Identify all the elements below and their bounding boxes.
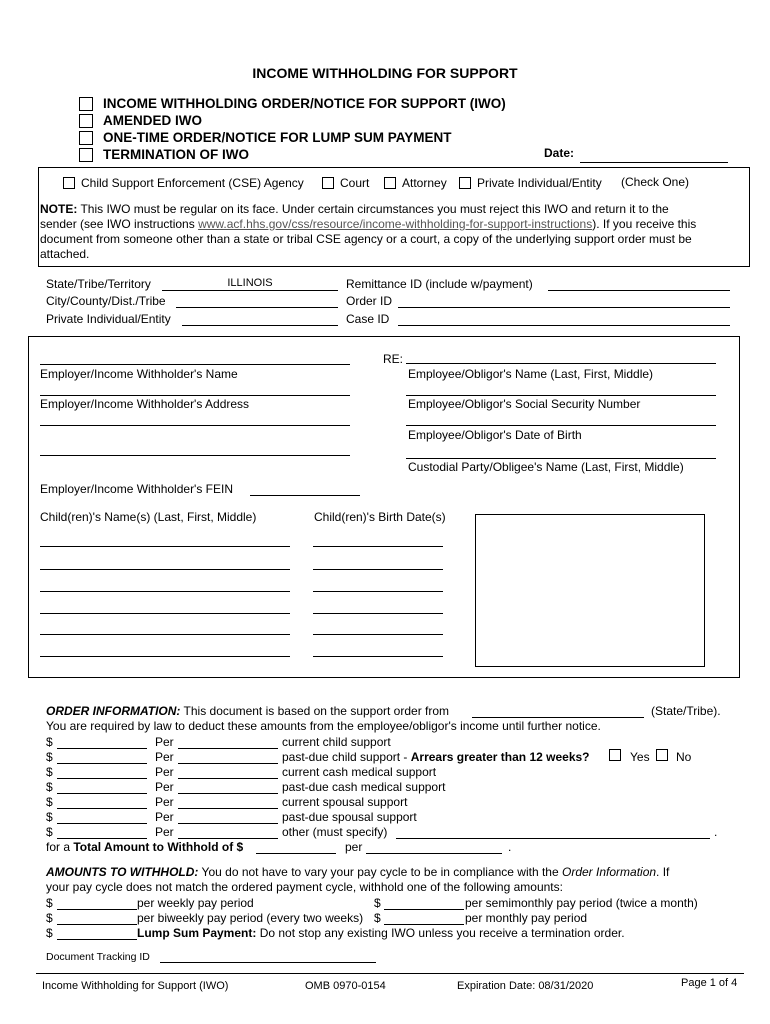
employee-dob-label: Employee/Obligor's Date of Birth [408, 428, 582, 442]
termination-checkbox[interactable] [79, 148, 93, 162]
note-label: NOTE: [40, 202, 78, 216]
total-amount-label: Total Amount to Withhold [73, 840, 219, 854]
cse-agency-label: Child Support Enforcement (CSE) Agency [81, 176, 304, 190]
total-period-field[interactable] [366, 839, 502, 854]
footer-page-number: Page 1 of 4 [681, 977, 738, 989]
state-tribe-label: (State/Tribe). [651, 704, 721, 718]
amounts-text-1b: . If [656, 865, 670, 879]
order-state-tribe-field[interactable] [472, 703, 644, 718]
amended-iwo-label: AMENDED IWO [103, 113, 202, 128]
child-name-field[interactable] [40, 642, 290, 657]
arrears-yes-label: Yes [630, 750, 650, 764]
past-due-child-support-label: past-due child support - [282, 750, 411, 764]
attorney-label: Attorney [402, 176, 447, 190]
child-dob-field[interactable] [313, 642, 443, 657]
cse-agency-checkbox[interactable] [63, 177, 75, 189]
child-dob-field[interactable] [313, 532, 443, 547]
custodial-party-field[interactable] [406, 444, 716, 459]
total-amount-field[interactable] [256, 839, 336, 854]
employer-name-field[interactable] [40, 350, 350, 365]
current-cash-medical-period[interactable] [178, 764, 278, 779]
note-line-4: attached. [40, 247, 90, 261]
order-info-heading: ORDER INFORMATION: [46, 704, 181, 718]
private-entity-label: Private Individual/Entity [477, 176, 602, 190]
private-id-label: Private Individual/Entity [46, 312, 171, 326]
past-due-cash-medical-period[interactable] [178, 779, 278, 794]
other-specify-field[interactable] [396, 824, 710, 839]
per-label: Per [155, 825, 174, 839]
past-due-spousal-label: past-due spousal support [282, 810, 417, 824]
total-period-mark: . [508, 840, 512, 854]
children-info-box[interactable] [475, 514, 705, 667]
per-label: Per [155, 750, 174, 764]
lump-sum-line [137, 926, 625, 940]
dollar-sign: $ [46, 810, 53, 824]
city-field[interactable] [176, 293, 338, 308]
past-due-child-support-amount[interactable] [57, 749, 147, 764]
footer-expiration: Expiration Date: 08/31/2020 [457, 980, 594, 992]
child-dob-field[interactable] [313, 577, 443, 592]
dollar-sign: $ [46, 795, 53, 809]
employer-fein-label: Employer/Income Withholder's FEIN [40, 482, 234, 496]
employer-name-label: Employer/Income Withholder's Name [40, 367, 238, 381]
iwo-label: INCOME WITHHOLDING ORDER/NOTICE FOR SUPPORT (IWO) [103, 96, 506, 111]
arrears-yes-checkbox[interactable] [609, 749, 621, 761]
footer-form-name: Income Withholding for Support (IWO) [42, 980, 229, 992]
page-title: INCOME WITHHOLDING FOR SUPPORT [252, 65, 518, 81]
date-label: Date: [544, 146, 575, 160]
re-label: RE: [383, 352, 404, 366]
children-dob-label: Child(ren)'s Birth Date(s) [314, 510, 446, 524]
weekly-amount-field[interactable] [57, 895, 137, 910]
note-line-3: document from someone other than a state or tribal CSE agency or a court, a copy of the underlying support order must be [40, 232, 692, 246]
total-line [46, 840, 243, 854]
employee-name-label: Employee/Obligor's Name (Last, First, Middle) [408, 367, 654, 381]
child-name-field[interactable] [40, 620, 290, 635]
court-checkbox[interactable] [322, 177, 334, 189]
past-due-child-support-period[interactable] [178, 749, 278, 764]
per-label: Per [155, 780, 174, 794]
order-info-line-1 [46, 704, 449, 718]
iwo-instructions-link[interactable]: www.acf.hhs.gov/css/resource/income-withholding-for-support-instructions [198, 217, 593, 231]
other-period[interactable] [178, 824, 278, 839]
note-text-1: This IWO must be regular on its face. Under certain circumstances you must reject this IWO and return it to the [77, 202, 669, 216]
lump-sum-label: ONE-TIME ORDER/NOTICE FOR LUMP SUM PAYMENT [103, 130, 452, 145]
dollar-sign: $ [46, 896, 53, 910]
past-due-cash-medical-amount[interactable] [57, 779, 147, 794]
current-cash-medical-amount[interactable] [57, 764, 147, 779]
weekly-label: per weekly pay period [137, 896, 254, 910]
court-label: Court [340, 176, 370, 190]
semimonthly-amount-field[interactable] [384, 895, 464, 910]
other-period-mark: . [714, 825, 718, 839]
employee-ssn-label: Employee/Obligor's Social Security Number [408, 397, 641, 411]
note-line-2 [40, 217, 696, 231]
employee-name-field[interactable] [406, 349, 716, 364]
current-spousal-label: current spousal support [282, 795, 408, 809]
dollar-sign: $ [46, 926, 53, 940]
tracking-id-label: Document Tracking ID [46, 951, 150, 963]
current-child-support-amount[interactable] [57, 734, 147, 749]
lump-sum-text: Do not stop any existing IWO unless you receive a termination order. [256, 926, 625, 940]
employer-address-line-3[interactable] [40, 441, 350, 456]
amounts-heading: AMOUNTS TO WITHHOLD: [46, 865, 199, 879]
case-id-field[interactable] [398, 311, 730, 326]
private-id-field[interactable] [182, 311, 338, 326]
current-spousal-period[interactable] [178, 794, 278, 809]
order-info-line-2: You are required by law to deduct these amounts from the employee/obligor's income until further notice. [46, 719, 601, 733]
monthly-label: per monthly pay period [465, 911, 588, 925]
children-names-label: Child(ren)'s Name(s) (Last, First, Middle) [40, 510, 257, 524]
amounts-line-1 [46, 865, 669, 879]
attorney-checkbox[interactable] [384, 177, 396, 189]
footer-divider [36, 973, 744, 974]
note-text-2a: sender (see IWO instructions [40, 217, 199, 231]
current-cash-medical-label: current cash medical support [282, 765, 437, 779]
total-of: of $ [218, 840, 244, 854]
case-id-label: Case ID [346, 312, 390, 326]
child-name-field[interactable] [40, 555, 290, 570]
amounts-text-1a: You do not have to vary your pay cycle to be in compliance with the [198, 865, 562, 879]
dollar-sign: $ [46, 780, 53, 794]
employee-ssn-field[interactable] [406, 381, 716, 396]
current-child-support-period[interactable] [178, 734, 278, 749]
employer-address-line-2[interactable] [40, 411, 350, 426]
remittance-id-label: Remittance ID (include w/payment) [346, 277, 533, 291]
per-label: Per [155, 810, 174, 824]
child-name-field[interactable] [40, 532, 290, 547]
per-label: Per [155, 795, 174, 809]
total-per-label: per [345, 840, 363, 854]
dollar-sign: $ [46, 911, 53, 925]
city-label: City/County/Dist./Tribe [46, 294, 166, 308]
per-label: Per [155, 765, 174, 779]
child-name-field[interactable] [40, 599, 290, 614]
child-dob-field[interactable] [313, 599, 443, 614]
dollar-sign: $ [46, 735, 53, 749]
semimonthly-label: per semimonthly pay period (twice a month) [465, 896, 698, 910]
lump-sum-amount-field[interactable] [57, 925, 137, 940]
other-label: other (must specify) [282, 825, 388, 839]
lump-sum-payment-label: Lump Sum Payment: [137, 926, 257, 940]
dollar-sign: $ [374, 896, 381, 910]
footer-omb: OMB 0970-0154 [305, 980, 386, 992]
child-name-field[interactable] [40, 577, 290, 592]
current-child-support-label: current child support [282, 735, 391, 749]
past-due-cash-medical-label: past-due cash medical support [282, 780, 446, 794]
remittance-id-field[interactable] [548, 276, 730, 291]
past-due-child-support-line [282, 750, 590, 764]
custodial-party-label: Custodial Party/Obligee's Name (Last, First, Middle) [408, 460, 684, 474]
order-id-field[interactable] [398, 293, 730, 308]
dollar-sign: $ [46, 750, 53, 764]
biweekly-label: per biweekly pay period (every two weeks) [137, 911, 364, 925]
dollar-sign: $ [374, 911, 381, 925]
state-field[interactable] [162, 276, 338, 291]
arrears-no-checkbox[interactable] [656, 749, 668, 761]
note-text-2b: ). If you receive this [592, 217, 697, 231]
total-prefix: for a [46, 840, 74, 854]
employer-address-label: Employer/Income Withholder's Address [40, 397, 250, 411]
dollar-sign: $ [46, 825, 53, 839]
amounts-text-1-italic: Order Information [562, 865, 657, 879]
amounts-line-2: your pay cycle does not match the ordered payment cycle, withhold one of the following amounts: [46, 880, 563, 894]
private-entity-checkbox[interactable] [459, 177, 471, 189]
past-due-spousal-amount[interactable] [57, 809, 147, 824]
iwo-checkbox[interactable] [79, 97, 93, 111]
other-amount[interactable] [57, 824, 147, 839]
tracking-id-field[interactable] [160, 948, 376, 963]
monthly-amount-field[interactable] [384, 910, 464, 925]
order-info-text-1: This document is based on the support order from [180, 704, 450, 718]
state-label: State/Tribe/Territory [46, 277, 151, 291]
biweekly-amount-field[interactable] [57, 910, 137, 925]
arrears-question: Arrears greater than 12 weeks? [410, 750, 590, 764]
check-one-note: (Check One) [621, 175, 690, 189]
date-field[interactable] [580, 148, 728, 163]
termination-label: TERMINATION OF IWO [103, 147, 249, 162]
amended-iwo-checkbox[interactable] [79, 114, 93, 128]
lump-sum-checkbox[interactable] [79, 131, 93, 145]
child-dob-field[interactable] [313, 555, 443, 570]
employer-address-line-1[interactable] [40, 381, 350, 396]
dollar-sign: $ [46, 765, 53, 779]
per-label: Per [155, 735, 174, 749]
current-spousal-amount[interactable] [57, 794, 147, 809]
order-id-label: Order ID [346, 294, 393, 308]
employee-dob-field[interactable] [406, 411, 716, 426]
arrears-no-label: No [676, 750, 692, 764]
child-dob-field[interactable] [313, 620, 443, 635]
note-line-1 [40, 202, 669, 216]
past-due-spousal-period[interactable] [178, 809, 278, 824]
employer-fein-field[interactable] [250, 481, 360, 496]
